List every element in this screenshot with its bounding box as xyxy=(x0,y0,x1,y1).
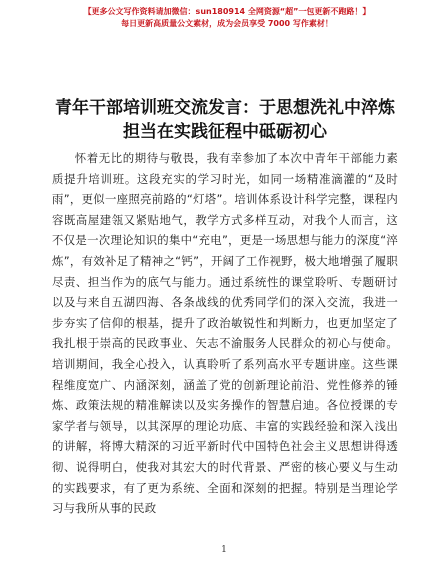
promo-line-2: 每日更新高质量公文素材，成为会员享受 7000 写作素材！ xyxy=(121,19,333,28)
promo-banner xyxy=(82,6,372,48)
page-number: 1 xyxy=(221,545,227,555)
document-body xyxy=(52,148,398,519)
title-line-2: 担当在实践征程中砥砺初心 xyxy=(123,122,327,142)
body-paragraph: 怀着无比的期待与敬畏，我有幸参加了本次中青年干部能力素质提升培训班。这段充实的学习时光，如同一场精准滴灌的“及时雨”，更似一座照亮前路的“灯塔”。培训体系设计科学完整，课程内容既高屋建瓴又紧贴地气，教学方式多样互动，对我个人而言，这不仅是一次理论知识的集中“充电”，更是一场思想与能力的深度“淬炼”，有效补足了精神之“钙”，开阔了工作视野，极大地增强了履职尽责、担当作为的底气与能力。通过系统性的课堂聆听、专题研讨以及与来自五湖四海、各条战线的优秀同学们的深入交流，我进一步夯实了信仰的根基，提升了政治敏锐性和判断力，也更加坚定了我扎根于崇高的民政事业、矢志不渝服务人民群众的初心与使命。培训期间，我全心投入，认真聆听了系列高水平专题讲座。这些课程维度宽广、内涵深刻，涵盖了党的创新理论前沿、党性修养的锤炼、政策法规的精准解读以及实务操作的智慧启迪。各位授课的专家学者与领导，以其深厚的理论功底、丰富的实践经验和深入浅出的讲解，将博大精深的习近平新时代中国特色社会主义思想讲得透彻、说得明白，使我对其宏大的时代背景、严密的核心要义与生动的实践要求，有了更为系统、全面和深刻的把握。特别是当理论学习与我所从事的民政 xyxy=(52,151,398,516)
title-line-1: 青年干部培训班交流发言：于思想洗礼中淬炼 xyxy=(55,98,395,118)
promo-line-1: 【更多公文写作资料请加微信：sun180914 全网资源“超”一包更新不跑路！】 xyxy=(83,7,371,16)
document-title xyxy=(40,96,410,144)
